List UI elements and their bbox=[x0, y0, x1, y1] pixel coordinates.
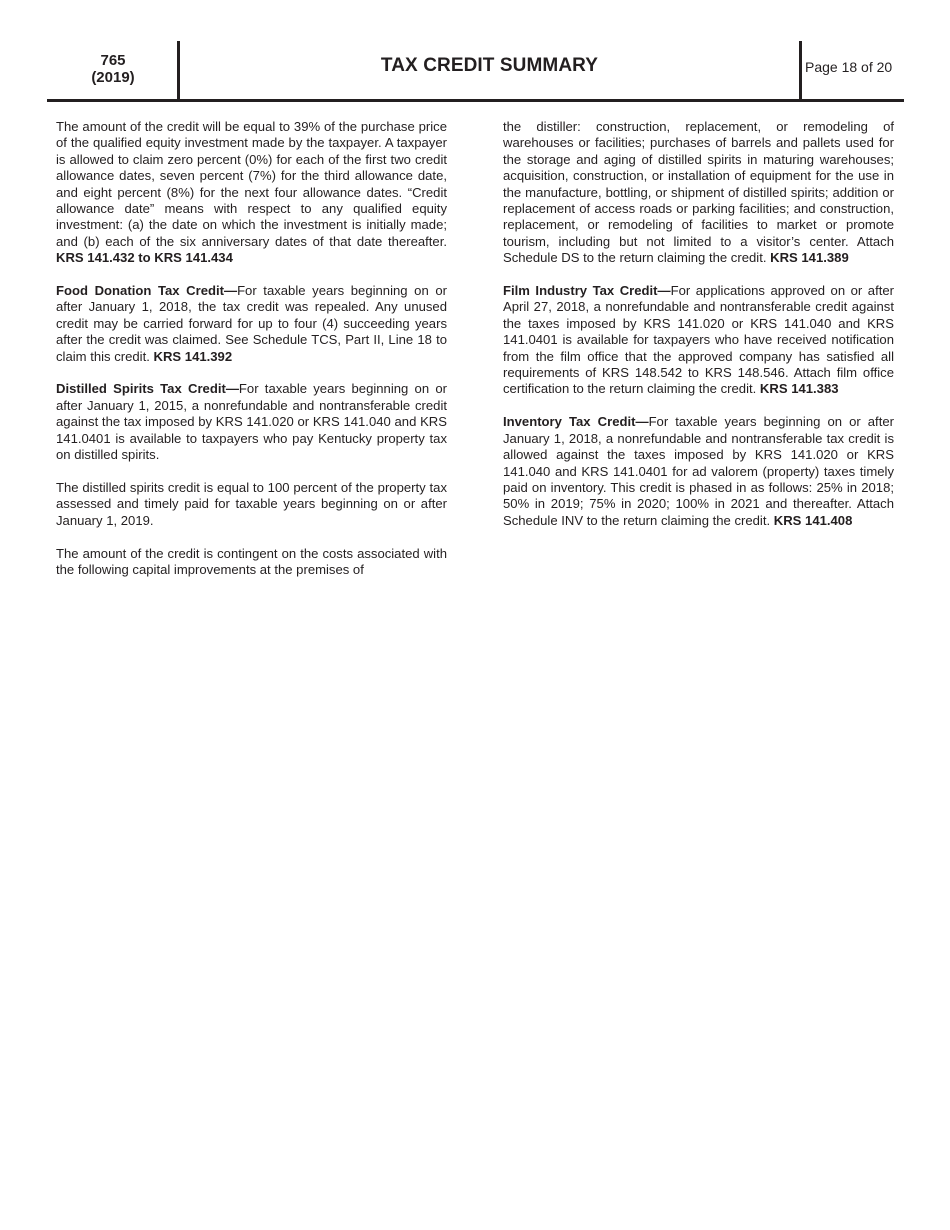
form-year: (2019) bbox=[91, 69, 135, 86]
form-identifier bbox=[67, 52, 159, 86]
paragraph-text: For taxable years beginning on or after January 1, 2015, a nonrefundable and nontransferable credit against the tax imposed by KRS 141.020 or KRS 141.040 and KRS 141.0401 is available to taxpayers who pay Kentucky property tax on distilled spirits. bbox=[56, 381, 447, 463]
page-header bbox=[47, 41, 904, 102]
paragraph-text: The distilled spirits credit is equal to 100 percent of the property tax assessed and timely paid for taxable years beginning on or after January 1, 2019. bbox=[56, 479, 447, 528]
statute-reference: KRS 141.389 bbox=[770, 250, 849, 266]
inventory-paragraph bbox=[503, 414, 894, 529]
section-heading: Food Donation Tax Credit— bbox=[56, 283, 238, 299]
distilled-spirits-continued-paragraph bbox=[503, 119, 894, 267]
paragraph-text: For applications approved on or after April 27, 2018, a nonrefundable and nontransferable credit against the taxes imposed by KRS 141.020 or KRS 141.040 and KRS 141.0401 is available for taxpayers who have received notification from the film office that the approved company has satisfied all requirements of KRS 148.542 to KRS 148.546. Attach film office certification to the return claiming the credit. bbox=[503, 283, 894, 397]
paragraph-text: The amount of the credit will be equal to 39% of the purchase price of the qualified equity investment made by the taxpayer. A taxpayer is allowed to claim zero percent (0%) for each of the first two credit allowance dates, seven percent (7%) for the third allowance date, and eight percent (8%) for the next four allowance dates. “Credit allowance date” means with respect to any qualified equity investment: (a) the date on which the investment is initially made; and (b) each of the six anniversary dates of that date thereafter. bbox=[56, 119, 447, 249]
form-number: 765 bbox=[100, 52, 126, 69]
food-donation-paragraph bbox=[56, 283, 447, 365]
header-rule bbox=[47, 99, 904, 102]
statute-reference: KRS 141.383 bbox=[759, 381, 839, 397]
distilled-spirits-costs-paragraph bbox=[56, 546, 447, 579]
distilled-spirits-paragraph bbox=[56, 381, 447, 463]
section-heading: Film Industry Tax Credit— bbox=[503, 283, 671, 299]
header-divider-right bbox=[799, 41, 802, 102]
distilled-spirits-amount-paragraph bbox=[56, 480, 447, 529]
section-heading: Distilled Spirits Tax Credit— bbox=[56, 381, 239, 397]
qualified-equity-paragraph bbox=[56, 119, 447, 267]
page-title: TAX CREDIT SUMMARY bbox=[380, 55, 599, 76]
paragraph-text: For taxable years beginning on or after January 1, 2018, a nonrefundable and nontransferable tax credit is allowed against the taxes imposed by KRS 141.020 or KRS 141.040 and KRS 141.0401 for ad valorem (property) taxes timely paid on inventory. This credit is phased in as follows: 25% in 2018; 50% in 2019; 75% in 2020; 100% in 2021 and thereafter. Attach Schedule INV to the return claiming the credit. bbox=[503, 414, 894, 528]
paragraph-text: the distiller: construction, replacement, or remodeling of warehouses or facilities; purchases of barrels and pallets used for the storage and aging of distilled spirits in maturing warehouses; acquisition, construction, or installation of equipment for the use in the manufacture, bottling, or shipment of distilled spirits; addition or replacement of access roads or parking facilities; and construction, replacement, or remodeling of facilities to market or promote tourism, including but not limited to a visitor’s center. Attach Schedule DS to the return claiming the credit. bbox=[503, 119, 894, 266]
right-column bbox=[503, 119, 894, 546]
paragraph-text: For taxable years beginning on or after January 1, 2018, the tax credit was repealed. Any unused credit may be carried forward for up to four (4) succeeding years after the credit was claimed. See Schedule TCS, Part II, Line 18 to claim this credit. bbox=[56, 283, 447, 364]
statute-reference: KRS 141.432 to KRS 141.434 bbox=[56, 250, 233, 266]
section-heading: Inventory Tax Credit— bbox=[503, 414, 649, 430]
page-number: Page 18 of 20 bbox=[805, 59, 893, 75]
paragraph-text: The amount of the credit is contingent on the costs associated with the following capital improvements at the premises of bbox=[56, 545, 447, 577]
film-industry-paragraph bbox=[503, 283, 894, 398]
statute-reference: KRS 141.408 bbox=[773, 512, 853, 528]
statute-reference: KRS 141.392 bbox=[153, 348, 233, 364]
left-column bbox=[56, 119, 447, 595]
